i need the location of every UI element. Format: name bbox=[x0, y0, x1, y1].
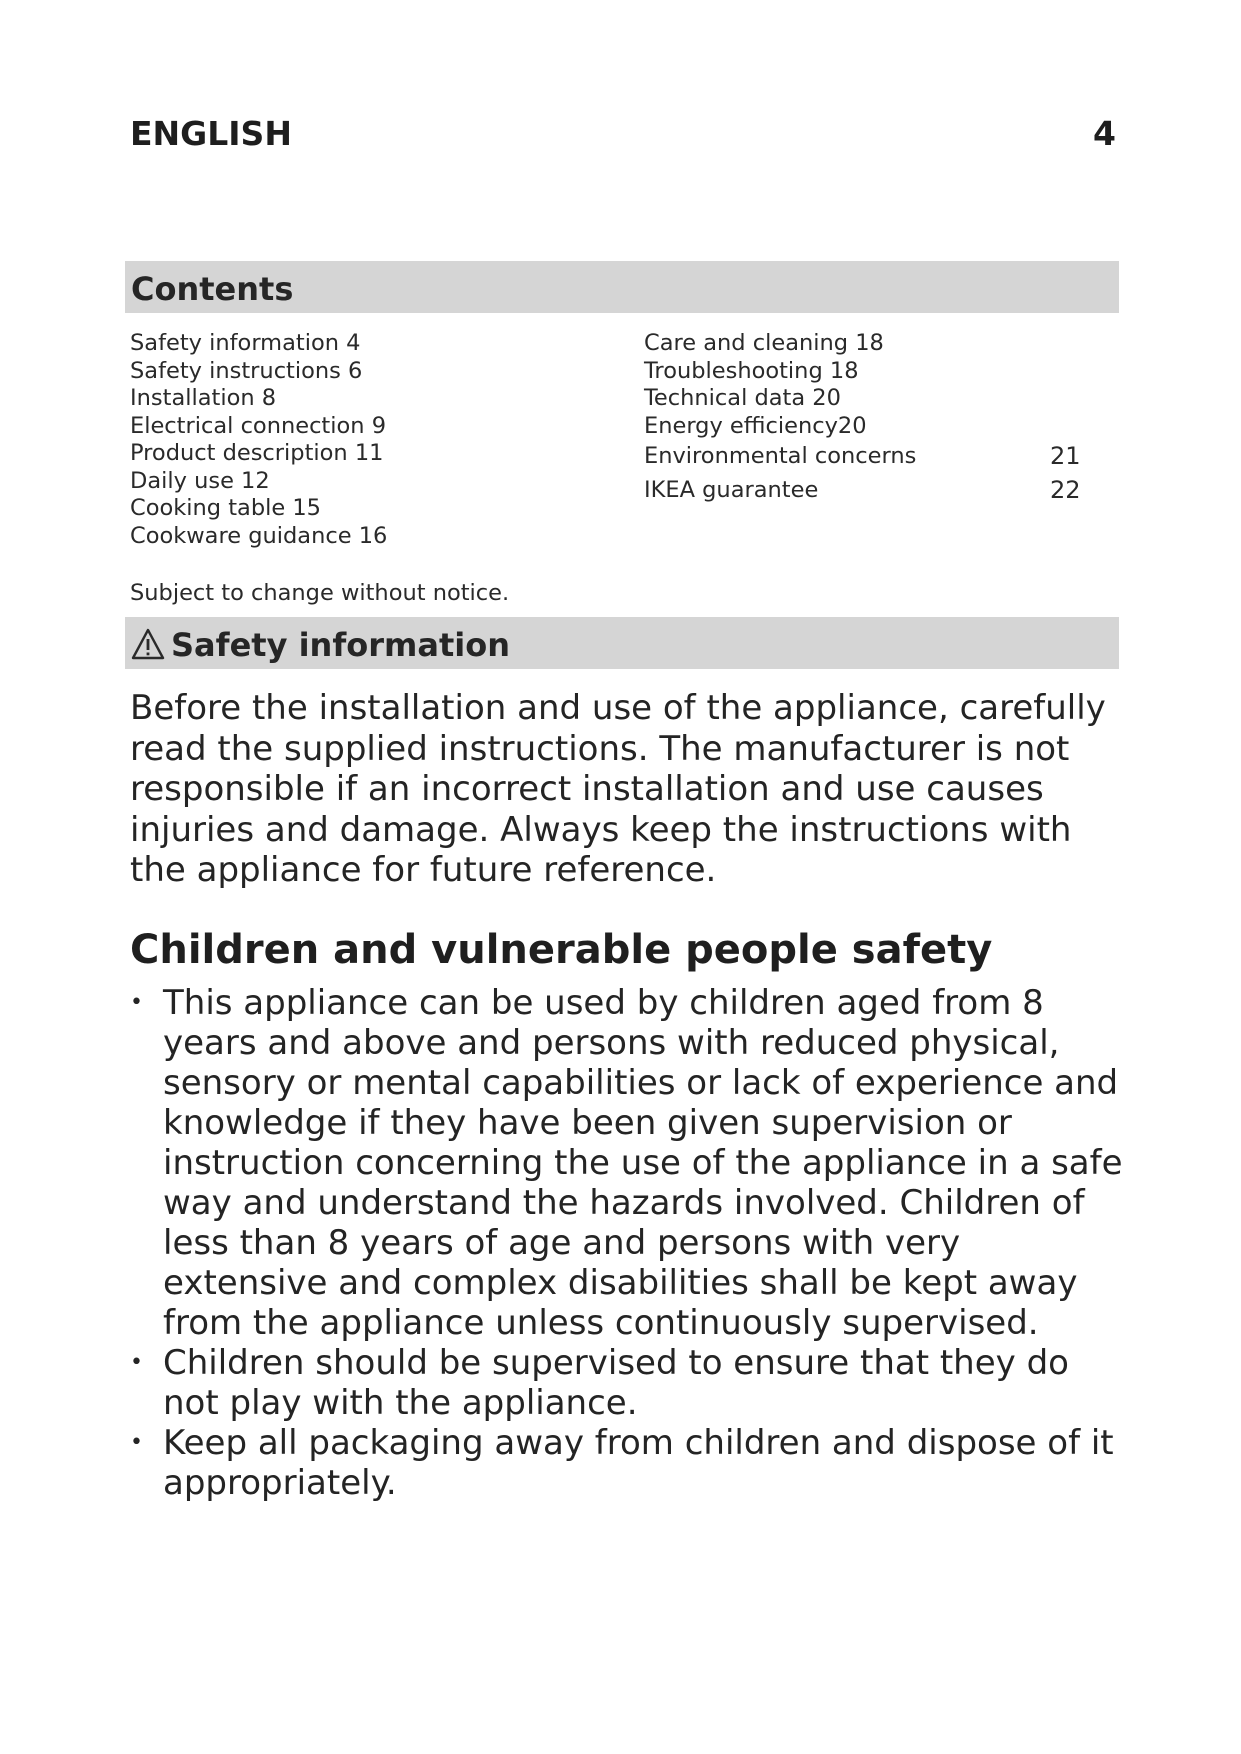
toc-entry-label: Electrical connection 9 bbox=[130, 412, 387, 439]
toc-entry[interactable] bbox=[130, 440, 590, 468]
toc-entry-label: Care and cleaning 18 bbox=[644, 330, 884, 356]
toc-entry[interactable] bbox=[644, 413, 1084, 441]
children-safety-list bbox=[130, 983, 1124, 1503]
language-label: ENGLISH bbox=[130, 114, 292, 153]
toc-left-column bbox=[130, 330, 590, 550]
change-notice: Subject to change without notice. bbox=[130, 580, 510, 606]
toc-entry-label: Installation 8 bbox=[130, 385, 277, 411]
list-item-text: Children should be supervised to ensure that they do not play with the appliance. bbox=[163, 1343, 1069, 1423]
children-safety-heading: Children and vulnerable people safety bbox=[130, 927, 993, 973]
toc-entry-label: Troubleshooting 18 bbox=[644, 357, 859, 384]
toc-entry[interactable] bbox=[130, 523, 590, 551]
toc-entry[interactable] bbox=[130, 413, 590, 441]
list-item bbox=[130, 1423, 1124, 1503]
safety-intro-paragraph: Before the installation and use of the appliance, carefully read the supplied instructions. The manufacturer is not responsible if an incorrect installation and use causes injuries and damage. Always keep the instructions with the appliance for future reference. bbox=[130, 688, 1106, 890]
toc-entry-label: Safety instructions 6 bbox=[130, 357, 363, 384]
toc-entry-page: 22 bbox=[1050, 476, 1081, 504]
toc-entry[interactable] bbox=[644, 440, 1084, 474]
toc-entry-label: Cooking table 15 bbox=[130, 495, 321, 521]
toc-entry[interactable] bbox=[130, 358, 590, 386]
toc-entry-label: IKEA guarantee bbox=[644, 477, 819, 503]
toc-entry[interactable] bbox=[644, 358, 1084, 386]
bullet-marker: • bbox=[130, 1430, 143, 1455]
list-item bbox=[130, 983, 1124, 1343]
toc-entry-label: Daily use 12 bbox=[130, 467, 270, 494]
contents-heading-bar bbox=[125, 261, 1119, 313]
contents-title: Contents bbox=[131, 270, 294, 308]
safety-title: Safety information bbox=[171, 626, 510, 664]
toc-entry-label: Energy efficiency20 bbox=[644, 412, 867, 439]
warning-triangle-icon bbox=[131, 628, 165, 660]
toc-entry-label: Safety information 4 bbox=[130, 330, 361, 356]
list-item bbox=[130, 1343, 1124, 1423]
toc-entry[interactable] bbox=[644, 474, 1084, 508]
toc-right-column bbox=[644, 330, 1084, 508]
toc-entry[interactable] bbox=[644, 385, 1084, 413]
list-item-text: Keep all packaging away from children and dispose of it appropriately. bbox=[163, 1423, 1114, 1503]
toc-entry-label: Environmental concerns bbox=[644, 443, 917, 469]
toc-entry-label: Technical data 20 bbox=[644, 385, 841, 411]
toc-entry-label: Cookware guidance 16 bbox=[130, 522, 388, 549]
bullet-marker: • bbox=[130, 1350, 143, 1375]
page-number: 4 bbox=[1093, 114, 1116, 153]
safety-heading-bar bbox=[125, 617, 1119, 669]
page-header bbox=[130, 114, 1116, 158]
toc-entry-page: 21 bbox=[1050, 442, 1081, 470]
list-item-text: This appliance can be used by children aged from 8 years and above and persons with reduced physical, sensory or mental capabilities or lack of experience and knowledge if they have been given supervision or instruction concerning the use of the appliance in a safe way and understand the hazards involved. Children of less than 8 years of age and persons with very extensive and complex disabilities shall be kept away from the appliance unless continuously supervised. bbox=[163, 983, 1123, 1343]
toc-entry[interactable] bbox=[644, 330, 1084, 358]
bullet-marker: • bbox=[130, 990, 143, 1015]
safety-title-wrap bbox=[131, 625, 510, 665]
toc-entry[interactable] bbox=[130, 330, 590, 358]
toc-entry-label: Product description 11 bbox=[130, 440, 384, 466]
toc-entry[interactable] bbox=[130, 495, 590, 523]
toc-entry[interactable] bbox=[130, 385, 590, 413]
toc-entry[interactable] bbox=[130, 468, 590, 496]
